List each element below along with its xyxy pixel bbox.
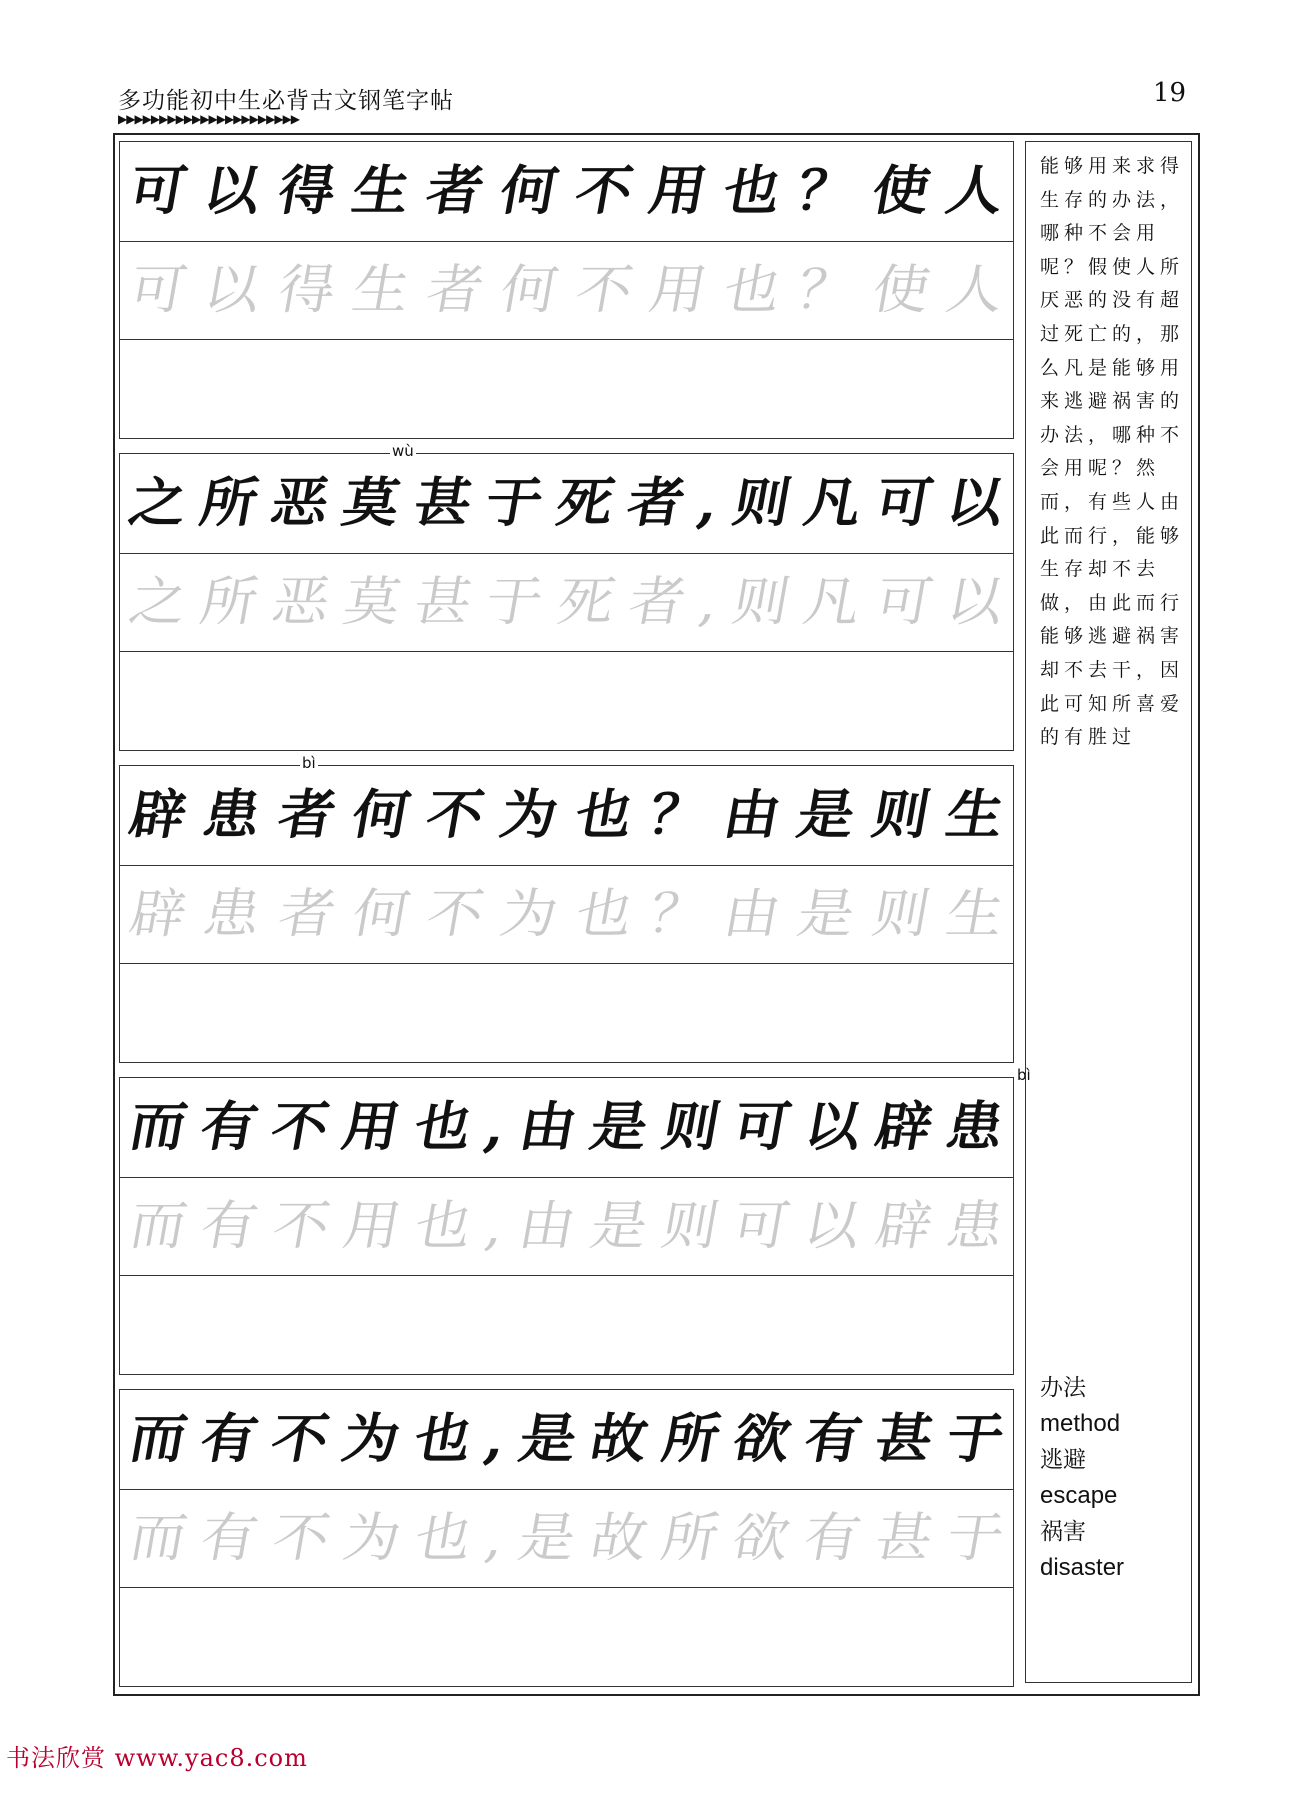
trace-row [120, 866, 1013, 964]
model-character: 则 [867, 783, 935, 847]
model-character: 患 [198, 783, 266, 847]
trace-character: 为 [495, 883, 563, 946]
glossary-term-en: method [1040, 1410, 1121, 1437]
model-character: 有 [195, 1407, 263, 1471]
blank-practice-row [120, 340, 1013, 438]
model-character: 以 [198, 159, 266, 223]
model-character: 甚 [870, 1407, 938, 1471]
trace-character: 是 [585, 1195, 653, 1258]
trace-character: 由 [718, 883, 786, 946]
model-character: 者 [622, 471, 690, 535]
trace-character: 由 [514, 1195, 581, 1258]
model-character: 之 [124, 471, 192, 535]
trace-character: 则 [867, 883, 935, 946]
trace-row [120, 1178, 1013, 1276]
model-character: 于 [480, 471, 548, 535]
trace-character: 欲 [727, 1507, 795, 1570]
model-character: 是 [585, 1095, 653, 1159]
header-arrow-decoration: ▶▶▶▶▶▶▶▶▶▶▶▶▶▶▶▶▶▶▶▶▶▶ [118, 112, 300, 126]
pinyin-annotation: bì [1017, 1066, 1031, 1084]
row-divider [120, 865, 1013, 866]
trace-character: 而 [124, 1195, 192, 1258]
model-character: 辟 [124, 783, 192, 847]
trace-character: 有 [799, 1507, 866, 1570]
trace-character: 可 [124, 259, 192, 322]
model-character: 于 [941, 1407, 1009, 1471]
book-title: 多功能初中生必背古文钢笔字帖 [118, 88, 454, 114]
trace-character: 也 [409, 1195, 477, 1258]
trace-character: 人 [941, 259, 1009, 322]
glossary-term-zh: 祸害 [1040, 1519, 1086, 1545]
pinyin-annotation: bì [302, 754, 316, 772]
model-character: 恶 [266, 471, 334, 535]
trace-character: 之 [124, 571, 192, 634]
model-character: 也 [718, 159, 786, 223]
trace-character: 辟 [870, 1195, 938, 1258]
glossary-term-zh: 办法 [1040, 1375, 1086, 1401]
trace-character: 有 [195, 1507, 263, 1570]
model-character: 而 [124, 1095, 192, 1159]
trace-character: 甚 [409, 571, 477, 634]
trace-character: ？ [644, 883, 712, 946]
trace-character: 者 [623, 571, 691, 634]
practice-block [119, 442, 1014, 751]
model-character: 欲 [728, 1407, 796, 1471]
translation-text: 能够用来求得生存的办法，哪种不会用呢？假使人所厌恶的没有超过死亡的，那么凡是能够用来逃避祸害的办法，哪种不会用呢？然而，有些人由此而行，能够生存却不去做，由此而行能够逃避祸害却不去干，因此可知所喜爱的有胜过 [1040, 155, 1185, 749]
model-character: 患 [941, 1095, 1009, 1159]
trace-character: ？ [793, 259, 860, 322]
trace-character: 以 [198, 259, 266, 322]
row-divider [120, 963, 1013, 964]
row-divider [120, 1177, 1013, 1178]
trace-character: 也 [570, 883, 638, 946]
trace-character: 也 [718, 259, 786, 322]
trace-character: 是 [793, 883, 860, 946]
model-character: ？ [644, 783, 712, 847]
row-divider [120, 1587, 1013, 1588]
trace-character: 于 [941, 1507, 1009, 1570]
model-character: 可 [124, 159, 192, 223]
model-character: 而 [124, 1407, 192, 1471]
trace-character: 可 [870, 571, 938, 634]
model-character: 得 [273, 159, 341, 223]
model-character: 用 [644, 159, 712, 223]
model-character: 者 [273, 783, 341, 847]
model-character: 为 [337, 1407, 405, 1471]
trace-character: 不 [267, 1195, 335, 1258]
model-character: 故 [585, 1407, 653, 1471]
glossary-term-en: escape [1040, 1482, 1118, 1509]
page-number: 19 [1153, 78, 1187, 108]
trace-character: 恶 [267, 571, 335, 634]
model-character: , [480, 1095, 511, 1159]
model-character: 不 [266, 1407, 334, 1471]
model-character: 为 [495, 783, 563, 847]
trace-character: 莫 [338, 571, 406, 634]
model-row [120, 766, 1013, 864]
glossary [1040, 1370, 1190, 1586]
trace-character: 以 [941, 571, 1009, 634]
model-character: 不 [266, 1095, 334, 1159]
trace-character: 患 [941, 1195, 1009, 1258]
glossary-term-zh: 逃避 [1040, 1447, 1086, 1473]
blank-practice-row [120, 964, 1013, 1062]
trace-character: 可 [727, 1195, 795, 1258]
model-character: 何 [495, 159, 563, 223]
model-character: , [693, 471, 725, 535]
practice-block [119, 141, 1014, 439]
model-character: 是 [792, 783, 860, 847]
trace-character: 不 [421, 883, 489, 946]
trace-character: 凡 [799, 571, 866, 634]
model-character: 人 [941, 159, 1009, 223]
row-divider [120, 553, 1013, 554]
practice-block [119, 1389, 1014, 1687]
trace-character: 何 [495, 259, 563, 322]
model-character: 有 [195, 1095, 263, 1159]
blank-practice-row [120, 652, 1013, 750]
model-character: 不 [570, 159, 638, 223]
trace-character: , [480, 1195, 510, 1258]
model-character: 则 [656, 1095, 725, 1159]
practice-block [119, 1066, 1031, 1375]
model-character: 死 [551, 471, 619, 535]
trace-row [120, 242, 1013, 340]
trace-row [120, 1490, 1013, 1588]
trace-character: 辟 [124, 883, 192, 946]
pinyin-annotation: wù [392, 442, 414, 460]
model-character: 莫 [337, 471, 405, 535]
trace-character: 是 [514, 1507, 581, 1570]
model-character: 用 [337, 1095, 405, 1159]
row-divider [120, 1489, 1013, 1490]
model-character: 何 [347, 783, 415, 847]
trace-character: 也 [409, 1507, 477, 1570]
row-divider [120, 1275, 1013, 1276]
model-character: 由 [718, 783, 786, 847]
model-character: 辟 [870, 1095, 938, 1159]
model-character: 则 [728, 471, 796, 535]
trace-character: 用 [644, 259, 712, 322]
trace-character: 死 [552, 571, 620, 634]
model-character: 可 [870, 471, 938, 535]
trace-character: 者 [273, 883, 341, 946]
trace-character: 不 [267, 1507, 335, 1570]
trace-character: 则 [656, 1195, 724, 1258]
model-row [120, 454, 1013, 552]
trace-character: 所 [195, 571, 263, 634]
trace-character: 于 [480, 571, 548, 634]
model-character: , [480, 1407, 511, 1471]
model-character: 生 [347, 159, 415, 223]
trace-character: 为 [338, 1507, 406, 1570]
model-character: 以 [941, 471, 1009, 535]
trace-character: , [694, 571, 724, 634]
trace-character: 所 [656, 1507, 724, 1570]
model-character: 所 [195, 471, 263, 535]
model-character: 有 [799, 1407, 867, 1471]
trace-character: 以 [799, 1195, 866, 1258]
model-row [120, 1390, 1013, 1488]
trace-character: 有 [195, 1195, 263, 1258]
model-character: 不 [421, 783, 489, 847]
model-character: 是 [514, 1407, 582, 1471]
model-character: 甚 [408, 471, 477, 535]
trace-row [120, 554, 1013, 652]
trace-character: 生 [941, 883, 1009, 946]
trace-character: 患 [198, 883, 266, 946]
trace-character: 则 [727, 571, 795, 634]
model-character: 者 [421, 159, 489, 223]
model-row [120, 1078, 1013, 1176]
glossary-term-en: disaster [1040, 1554, 1125, 1581]
row-divider [120, 339, 1013, 340]
model-character: 使 [867, 159, 935, 223]
model-character: 凡 [799, 471, 867, 535]
practice-block [119, 754, 1014, 1063]
blank-practice-row [120, 1276, 1013, 1374]
trace-character: , [480, 1507, 510, 1570]
trace-character: 使 [867, 259, 935, 322]
model-character: 由 [514, 1095, 582, 1159]
model-character: 以 [799, 1095, 867, 1159]
model-character: 也 [408, 1095, 477, 1159]
trace-character: 不 [570, 259, 638, 322]
trace-character: 而 [124, 1507, 192, 1570]
model-character: 可 [728, 1095, 796, 1159]
trace-character: 得 [273, 259, 341, 322]
trace-character: 甚 [870, 1507, 938, 1570]
model-row [120, 142, 1013, 240]
site-watermark: 书法欣赏 www.yac8.com [6, 1744, 308, 1772]
trace-character: 用 [338, 1195, 406, 1258]
row-divider [120, 651, 1013, 652]
model-character: 生 [941, 783, 1009, 847]
trace-character: 者 [421, 259, 489, 322]
row-divider [120, 241, 1013, 242]
trace-character: 故 [585, 1507, 653, 1570]
blank-practice-row [120, 1588, 1013, 1686]
model-character: 也 [570, 783, 638, 847]
trace-character: 生 [347, 259, 415, 322]
model-character: 所 [656, 1407, 725, 1471]
trace-character: 何 [347, 883, 415, 946]
model-character: 也 [408, 1407, 477, 1471]
model-character: ？ [792, 159, 860, 223]
